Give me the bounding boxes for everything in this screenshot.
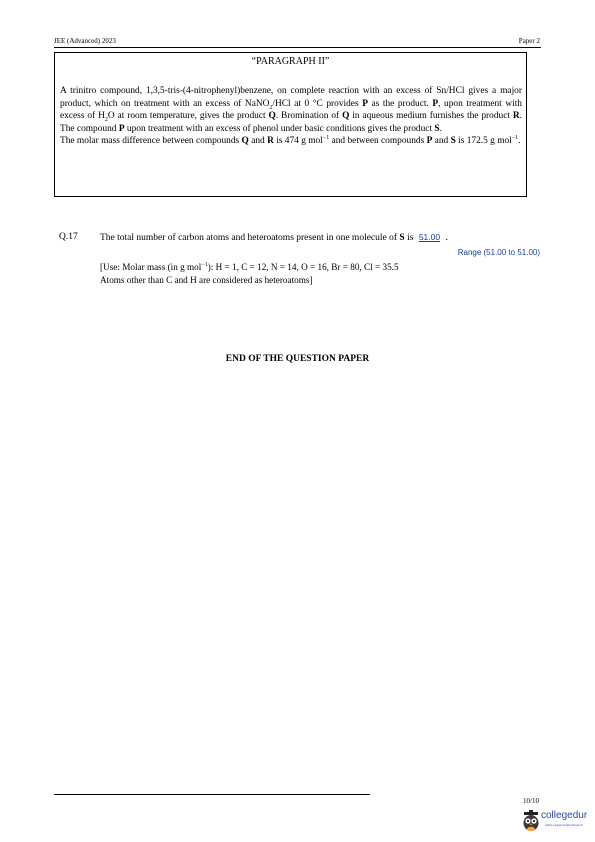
question-use-note: [Use: Molar mass (in g mol$^{-1}$): H = 1, C = 12, N = 14, O = 16, Br = 80, Cl = 35.5 bbox=[100, 261, 399, 272]
collegedunia-logo bbox=[521, 810, 595, 836]
footer-divider bbox=[54, 794, 370, 795]
question-text: The total number of carbon atoms and heteroatoms present in one molecule of S is 51.00 . bbox=[100, 232, 448, 243]
end-of-paper-heading: END OF THE QUESTION PAPER bbox=[225, 354, 370, 364]
answer-range: Range (51.00 to 51.00) bbox=[457, 248, 540, 257]
paragraph-sentence-1: A trinitro compound, 1,3,5-tris-(4-nitrophenyl)benzene, on complete reaction with an excess of Sn/HCl gives a major product, which on treatment with an excess of NaNO$_2$/HCl at 0 °C provides P as the product. P, upon treatment with excess of $H_2O$ at room temperature, gives the product Q. Bromination of Q in aqueous medium furnishes the product R. The compound P upon treatment with an excess of phenol under basic conditions gives the product S. bbox=[60, 86, 522, 134]
paragraph-title: “PARAGRAPH II” bbox=[251, 56, 330, 67]
header-paper-number: Paper 2 bbox=[518, 37, 540, 45]
header-exam-title: JEE (Advanced) 2023 bbox=[54, 37, 116, 45]
answer-value: 51.00 bbox=[418, 232, 441, 242]
owl-mascot-icon bbox=[521, 810, 541, 834]
paragraph-sentence-3: The molar mass difference between compounds Q and R is 474 g mol$^{-1}$ and between compounds P and S is 172.5 g mol$^{-1}$. bbox=[60, 135, 521, 147]
question-number: Q.17 bbox=[59, 232, 78, 242]
paragraph-box bbox=[54, 52, 527, 197]
paragraph-text bbox=[60, 85, 522, 148]
header-divider bbox=[54, 47, 541, 48]
page-number: 10/10 bbox=[523, 797, 539, 805]
logo-tagline: India's Largest Student Review P bbox=[545, 824, 584, 827]
logo-wordmark: collegedur bbox=[541, 810, 588, 821]
question-use-note-line2: Atoms other than C and H are considered as heteroatoms] bbox=[100, 275, 313, 285]
